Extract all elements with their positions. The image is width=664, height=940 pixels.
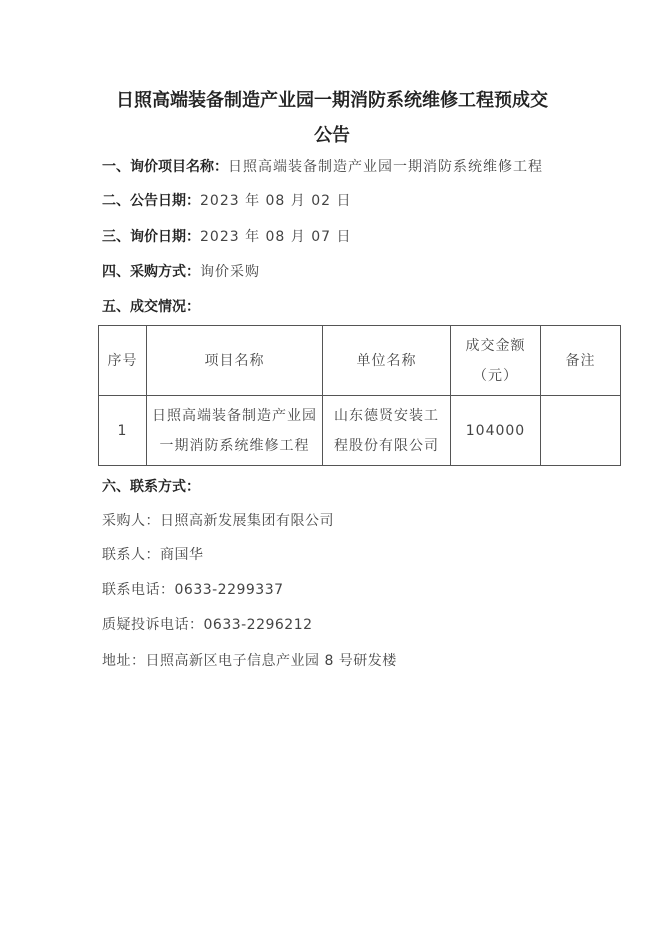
item-value: 询价采购 <box>200 264 260 280</box>
header-unit: 单位名称 <box>323 326 451 396</box>
item-label: 二、公告日期： <box>102 193 200 209</box>
contact-purchaser: 采购人：日照高新发展集团有限公司 <box>102 513 334 529</box>
cell-remark <box>541 396 621 466</box>
cell-seq: 1 <box>99 396 147 466</box>
header-amount-line2: （元） <box>473 367 518 384</box>
item-project-name <box>102 157 543 177</box>
item-deal-status <box>102 297 200 317</box>
item-label: 三、询价日期： <box>102 229 200 245</box>
contact-heading: 六、联系方式： <box>102 479 200 495</box>
cell-unit <box>323 396 451 466</box>
table-row <box>99 396 621 466</box>
contact-address: 地址：日照高新区电子信息产业园 8 号研发楼 <box>102 653 397 669</box>
table-header-row <box>99 326 621 396</box>
cell-unit-line1: 山东德贤安装工 <box>334 407 439 424</box>
contact-person: 联系人：商国华 <box>102 547 204 563</box>
header-project: 项目名称 <box>147 326 323 396</box>
cell-project-line1: 日照高端装备制造产业园 <box>152 407 317 424</box>
cell-amount: 104000 <box>451 396 541 466</box>
item-value: 2023 年 08 月 07 日 <box>200 229 352 245</box>
deal-table <box>98 325 621 466</box>
contact-phone: 联系电话：0633-2299337 <box>102 582 284 598</box>
item-value: 日照高端装备制造产业园一期消防系统维修工程 <box>228 159 543 175</box>
item-label: 五、成交情况： <box>102 299 200 315</box>
cell-unit-line2: 程股份有限公司 <box>334 437 439 454</box>
item-procurement-method <box>102 262 260 282</box>
header-amount-line1: 成交金额 <box>465 337 526 354</box>
item-value: 2023 年 08 月 02 日 <box>200 193 352 209</box>
item-announce-date <box>102 191 352 211</box>
item-label: 四、采购方式： <box>102 264 200 280</box>
cell-project-line2: 一期消防系统维修工程 <box>159 437 310 454</box>
cell-project <box>147 396 323 466</box>
item-inquiry-date <box>102 227 352 247</box>
document-title: 日照高端装备制造产业园一期消防系统维修工程预成交 <box>116 90 548 111</box>
header-remark: 备注 <box>541 326 621 396</box>
item-label: 一、询价项目名称： <box>102 159 228 175</box>
document-title-continued: 公告 <box>314 125 350 146</box>
header-amount <box>451 326 541 396</box>
contact-heading-line <box>102 477 200 497</box>
header-seq: 序号 <box>99 326 147 396</box>
contact-complaint-phone: 质疑投诉电话：0633-2296212 <box>102 617 313 633</box>
